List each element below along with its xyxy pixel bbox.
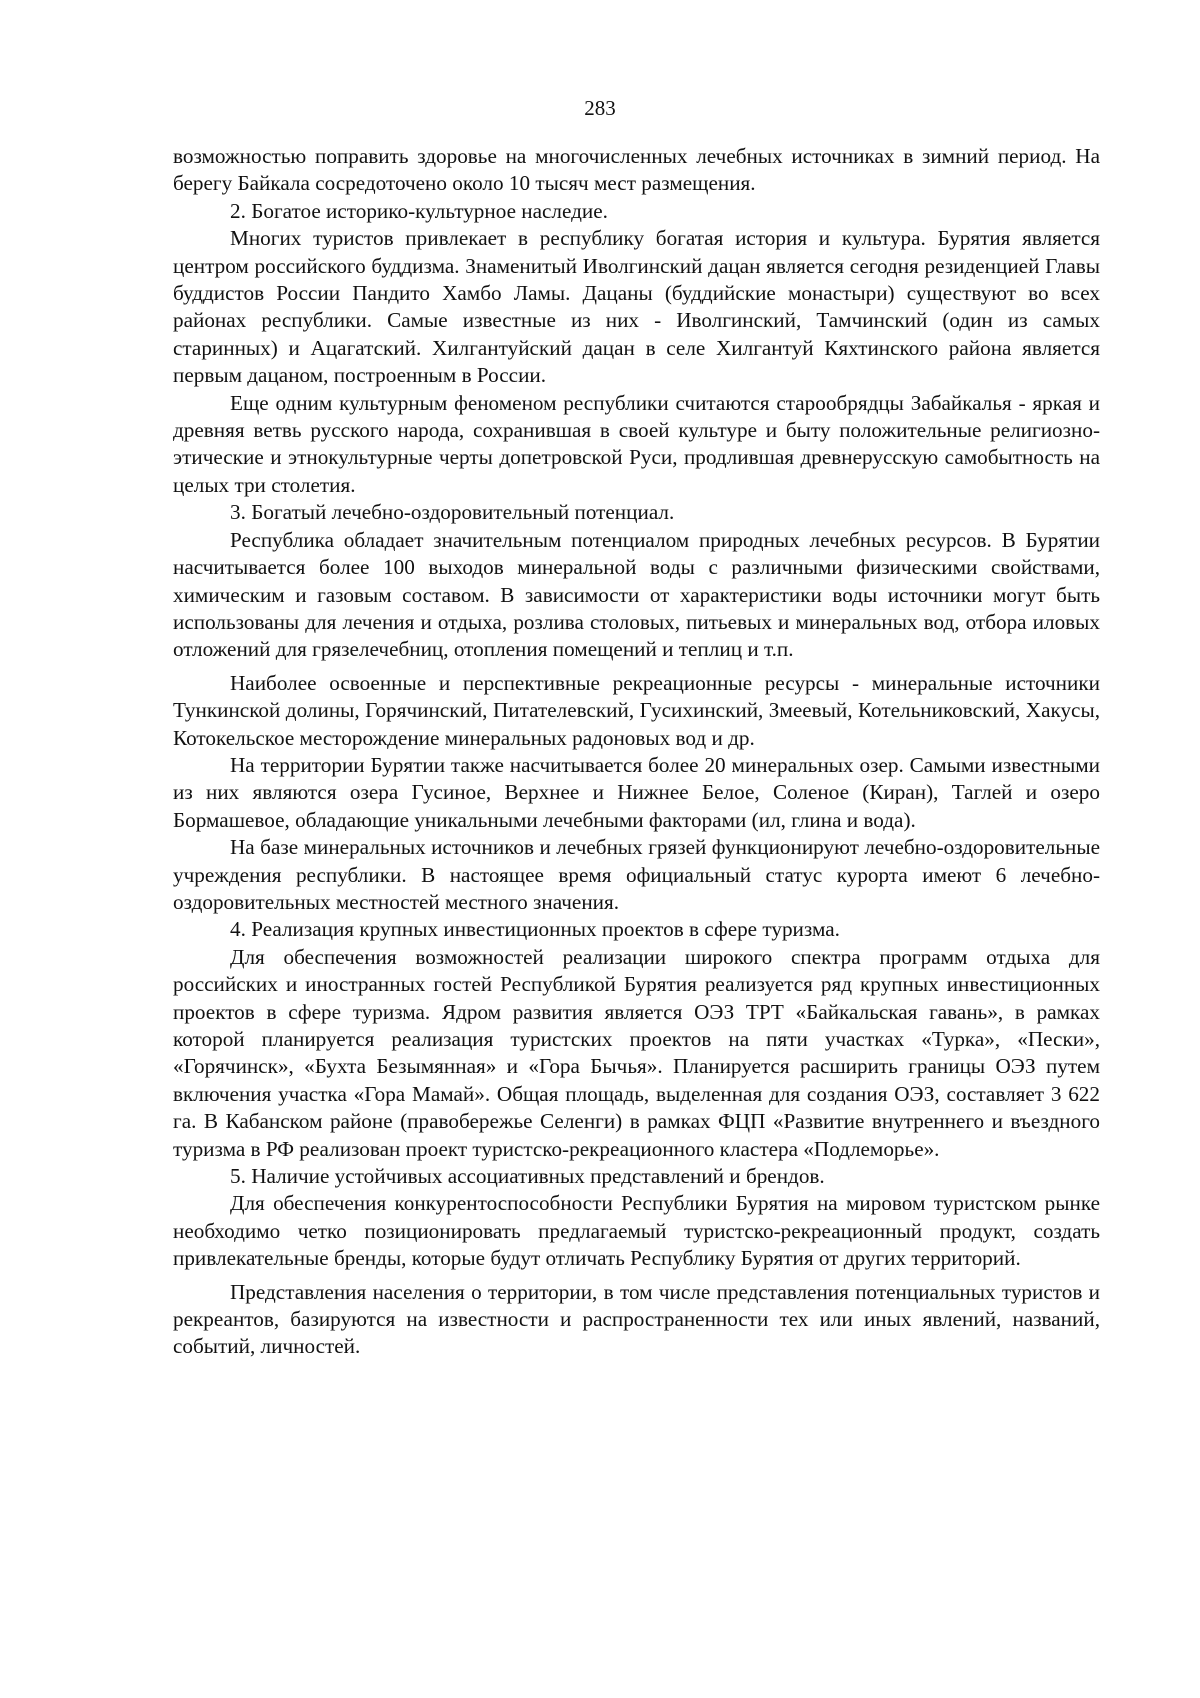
- paragraph: Для обеспечения возможностей реализации широкого спектра программ отдыха для российских и иностранных гостей Республикой Бурятия реализуется ряд крупных инвестиционных проектов в сфере туризма. Ядром развития является ОЭЗ ТРТ «Байкальская гавань», в рамках которой планируется реализация туристских проектов на пяти участках «Турка», «Пески», «Горячинск», «Бухта Безымянная» и «Гора Бычья». Планируется расширить границы ОЭЗ путем включения участка «Гора Мамай». Общая площадь, выделенная для создания ОЭЗ, составляет 3 622 га. В Кабанском районе (правобережье Селенги) в рамках ФЦП «Развитие внутреннего и въездного туризма в РФ реализован проект туристско-рекреационного кластера «Подлеморье».: [173, 944, 1100, 1161]
- paragraph: На базе минеральных источников и лечебных грязей функционируют лечебно-оздоровительные учреждения республики. В настоящее время официальный статус курорта имеют 6 лечебно-оздоровительных местностей местного значения.: [173, 835, 1100, 914]
- paragraph: Наиболее освоенные и перспективные рекреационные ресурсы - минеральные источники Тункинской долины, Горячинский, Питателевский, Гусихинский, Змеевый, Котельниковский, Хакусы, Котокельское месторождение минеральных радоновых вод и др.: [173, 670, 1100, 750]
- document-body: [173, 143, 1100, 1361]
- section-heading-5: 5. Наличие устойчивых ассоциативных представлений и брендов.: [230, 1164, 825, 1189]
- page-number: 283: [584, 96, 616, 120]
- paragraph: Для обеспечения конкурентоспособности Республики Бурятия на мировом туристском рынке необходимо четко позиционировать предлагаемый туристско-рекреационный продукт, создать привлекательные бренды, которые будут отличать Республику Бурятия от других территорий.: [173, 1191, 1100, 1271]
- paragraph-continuation: возможностью поправить здоровье на многочисленных лечебных источниках в зимний период. На берегу Байкала сосредоточено около 10 тысяч мест размещения.: [173, 144, 1100, 196]
- section-heading-2: 2. Богатое историко-культурное наследие.: [230, 198, 608, 223]
- section-heading-4: 4. Реализация крупных инвестиционных проектов в сфере туризма.: [230, 917, 840, 942]
- paragraph: Еще одним культурным феноменом республики считаются старообрядцы Забайкалья - яркая и древняя ветвь русского народа, сохранившая в своей культуре и быту положительные религиозно-этические и этнокультурные черты допетровской Руси, продлившая древнерусскую самобытность на целых три столетия.: [173, 390, 1100, 497]
- section-heading-3: 3. Богатый лечебно-оздоровительный потенциал.: [230, 500, 675, 525]
- paragraph: На территории Бурятии также насчитывается более 20 минеральных озер. Самыми известными из них являются озера Гусиное, Верхнее и Нижнее Белое, Соленое (Киран), Таглей и озеро Бормашевое, обладающие уникальными лечебными факторами (ил, глина и вода).: [173, 752, 1100, 832]
- paragraph: Республика обладает значительным потенциалом природных лечебных ресурсов. В Бурятии насчитывается более 100 выходов минеральной воды с различными физическими свойствами, химическим и газовым составом. В зависимости от характеристики воды источники могут быть использованы для лечения и отдыха, розлива столовых, питьевых и минеральных вод, отбора иловых отложений для грязелечебниц, отопления помещений и теплиц и т.п.: [173, 527, 1100, 662]
- paragraph: Представления населения о территории, в том числе представления потенциальных туристов и рекреантов, базируются на известности и распространенности тех или иных явлений, названий, событий, личностей.: [173, 1279, 1100, 1359]
- paragraph: Многих туристов привлекает в республику богатая история и культура. Бурятия является центром российского буддизма. Знаменитый Иволгинский дацан является сегодня резиденцией Главы буддистов России Пандито Хамбо Ламы. Дацаны (буддийские монастыри) существуют во всех районах республики. Самые известные из них - Иволгинский, Тамчинский (один из самых старинных) и Ацагатский. Хилгантуйский дацан в селе Хилгантуй Кяхтинского района является первым дацаном, построенным в России.: [173, 226, 1100, 388]
